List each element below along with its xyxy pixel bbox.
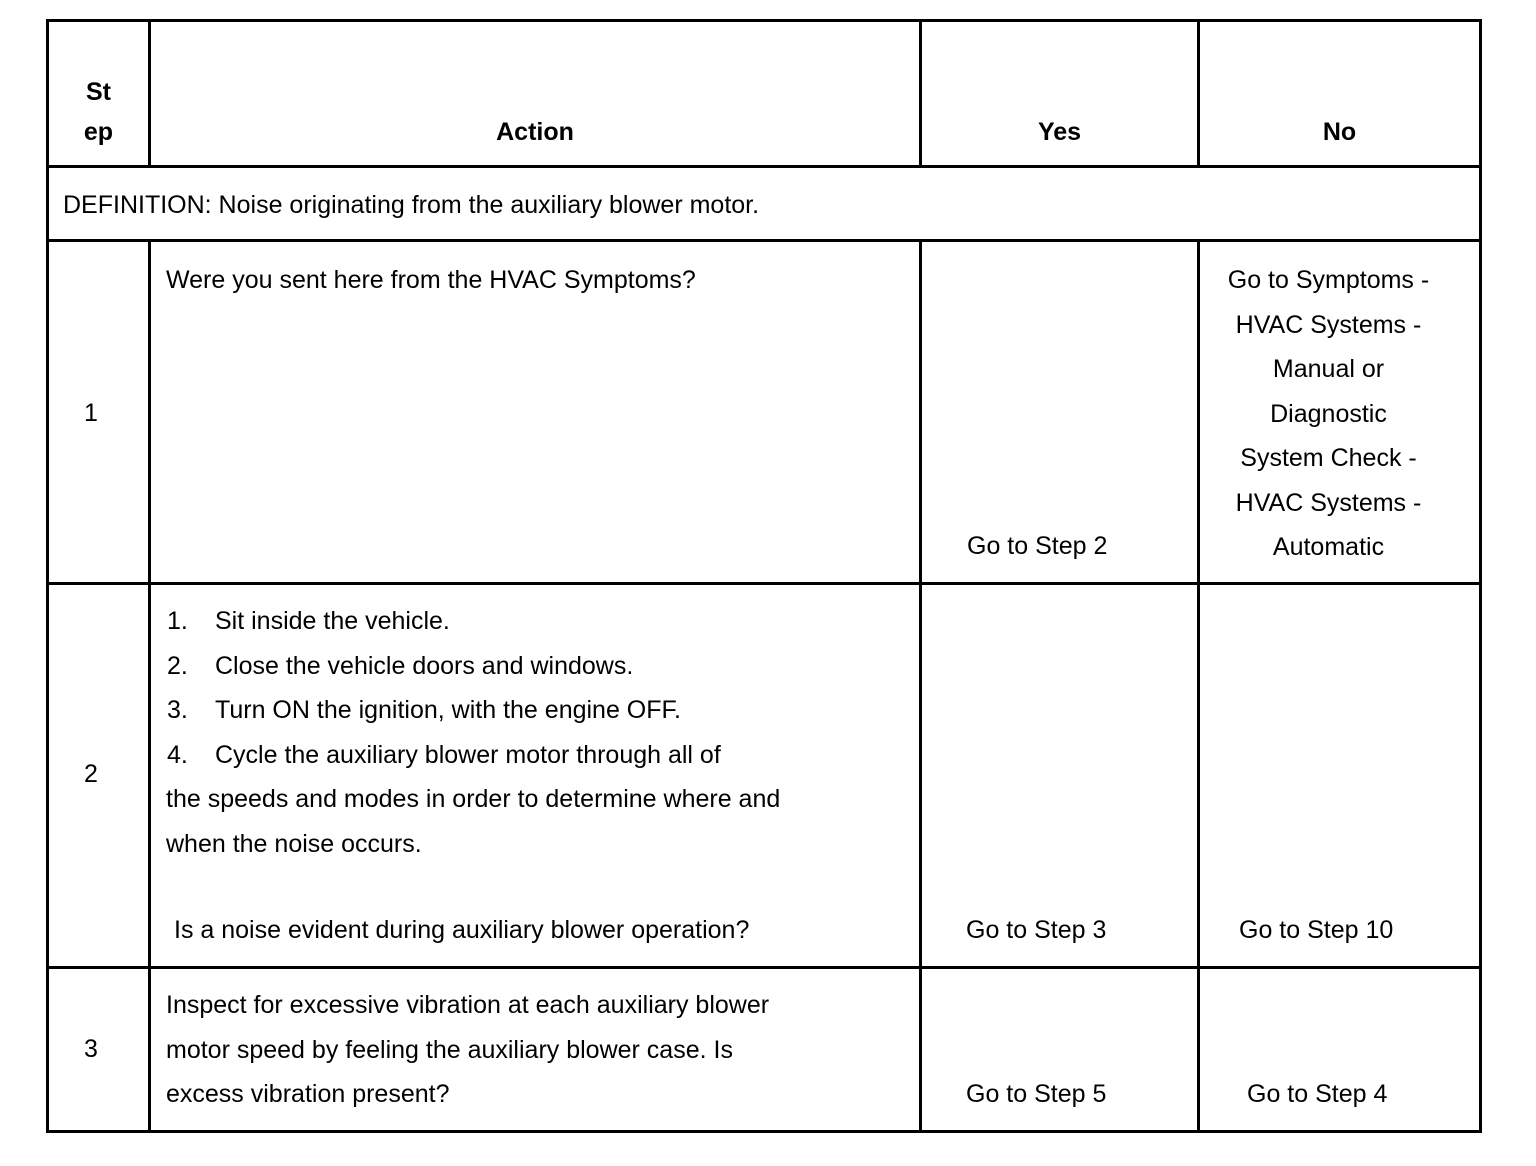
row-3-no: Go to Step 4 [1247,1080,1388,1108]
header-divider [46,165,1482,168]
row-2-question: Is a noise evident during auxiliary blower operation? [174,916,750,944]
row-1-step: 1 [84,399,98,427]
action-column-divider [919,239,922,1133]
header-yes: Yes [1037,118,1082,146]
definition-text: DEFINITION: Noise originating from the auxiliary blower motor. [63,191,760,219]
row-3-step: 3 [84,1035,98,1063]
header-step [49,72,148,152]
row-2-no: Go to Step 10 [1239,916,1394,944]
row-1-no-line: Manual or [1272,355,1385,383]
row-3-action-line: Inspect for excessive vibration at each auxiliary blower [166,991,770,1019]
row-2-yes: Go to Step 3 [966,916,1107,944]
table-border-top [46,19,1482,22]
row-1-no-line: HVAC Systems - [1235,310,1422,339]
row-2-continuation: the speeds and modes in order to determine where and [166,785,781,813]
row-1-no [1204,258,1453,570]
step-column-divider [148,239,151,1133]
list-number: 3. [167,696,188,724]
row-1-no-line: Automatic [1272,533,1385,561]
row-1-no-line: Go to Symptoms - [1227,266,1430,294]
list-text: Turn ON the ignition, with the engine OFF. [215,696,681,724]
row-2-step: 2 [84,760,98,788]
row-1-no-line: System Check - [1240,444,1417,472]
row-1-no-line: Diagnostic [1270,399,1387,428]
table-border-bottom [46,1130,1482,1133]
list-text: Close the vehicle doors and windows. [215,652,634,680]
row-1-divider [46,582,1482,585]
row-3-action [166,983,769,1117]
list-number: 4. [167,741,188,769]
row-1-action: Were you sent here from the HVAC Symptoms? [166,266,696,294]
row-1-yes: Go to Step 2 [967,532,1108,560]
header-action: Action [496,118,574,146]
row-2-list-item [167,733,721,778]
row-3-action-line: excess vibration present? [166,1080,450,1108]
diagnostic-table [46,19,1482,1133]
header-step-line: ep [83,118,114,146]
header-no: No [1322,118,1357,146]
list-text: Sit inside the vehicle. [215,607,450,635]
list-text: Cycle the auxiliary blower motor through all of [215,741,721,769]
definition-divider [46,239,1482,242]
row-2-divider [46,966,1482,969]
row-3-yes: Go to Step 5 [966,1080,1107,1108]
table-border-right [1479,19,1482,1133]
row-1-no-line: HVAC Systems - [1235,488,1422,517]
row-2-list-item [167,644,633,689]
row-2-list-item [167,599,450,644]
table-border-left [46,19,49,1133]
row-2-continuation: when the noise occurs. [166,830,422,858]
yes-column-divider [1197,239,1200,1133]
list-number: 1. [167,607,188,635]
header-step-line: St [86,78,111,106]
list-number: 2. [167,652,188,680]
row-3-action-line: motor speed by feeling the auxiliary blower case. Is [166,1035,733,1064]
row-2-list-item [167,688,681,733]
